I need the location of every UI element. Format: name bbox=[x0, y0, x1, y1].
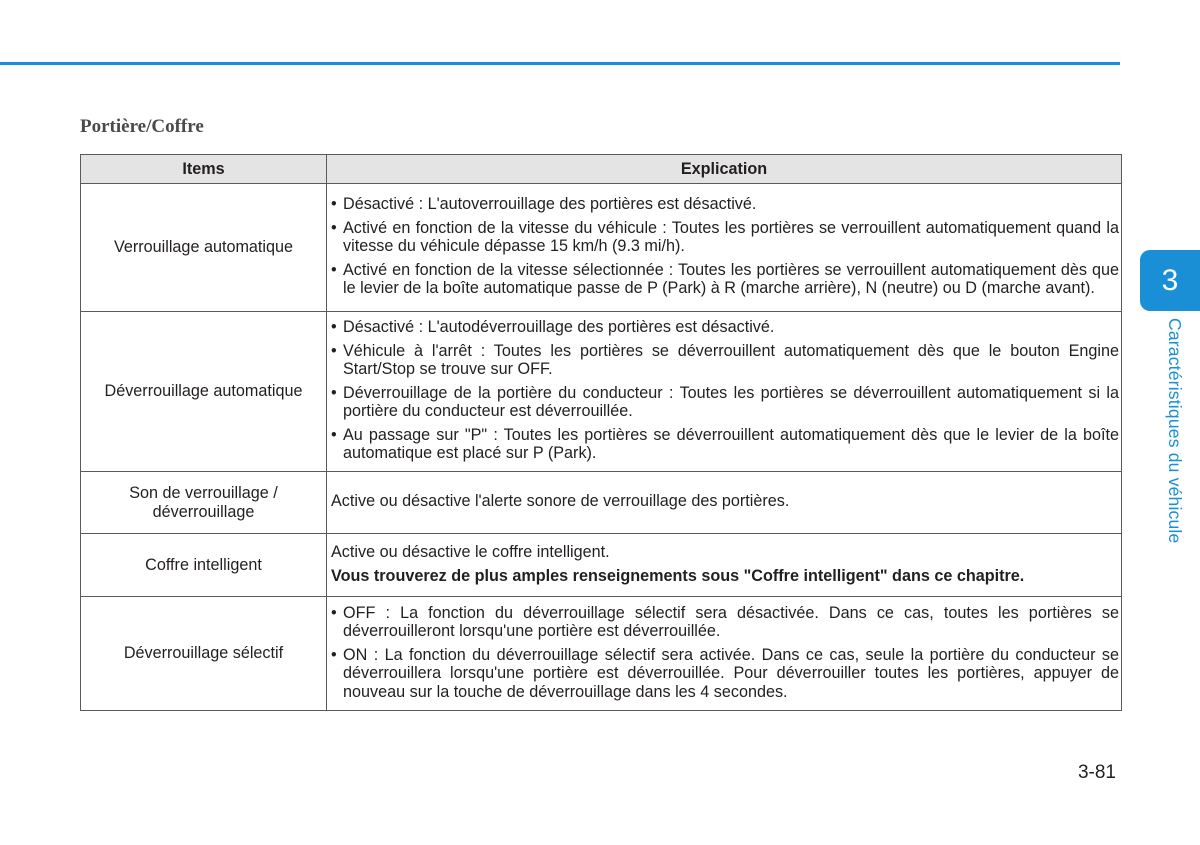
chapter-tab bbox=[1140, 250, 1200, 311]
table-row bbox=[81, 534, 1122, 597]
table-row bbox=[81, 472, 1122, 534]
row-explication bbox=[327, 184, 1122, 312]
chapter-label: Caractéristiques du véhicule bbox=[1165, 318, 1185, 544]
row-explication bbox=[327, 472, 1122, 534]
bullet-list bbox=[331, 604, 1119, 702]
bullet-item: • Véhicule à l'arrêt : Toutes les portières se déverrouillent automatiquement dès que le bouton Engine Start/Stop se trouve sur OFF. bbox=[331, 342, 1119, 379]
bullet-item: • OFF : La fonction du déverrouillage sélectif sera désactivée. Dans ce cas, toutes les portières se déverrouilleront lorsqu'une portière est déverrouillée. bbox=[331, 604, 1119, 641]
row-item-verrouillage-automatique: Verrouillage automatique bbox=[81, 184, 327, 312]
bullet-item: • Activé en fonction de la vitesse sélectionnée : Toutes les portières se verrouillent automatiquement dès que le levier de la boîte automatique passe de P (Park) à R (marche arrière), N (neutre) ou D (marche avant). bbox=[331, 261, 1119, 298]
row-item-coffre-intelligent: Coffre intelligent bbox=[81, 534, 327, 597]
row-item-son-de-verrouillage: Son de verrouillage / déverrouillage bbox=[81, 472, 327, 534]
row-explication bbox=[327, 534, 1122, 597]
page-number: 3-81 bbox=[1077, 762, 1116, 783]
explication-text: Active ou désactive le coffre intelligent. bbox=[331, 543, 610, 561]
column-header-items: Items bbox=[81, 155, 327, 184]
table-row bbox=[81, 184, 1122, 312]
bullet-item: • Déverrouillage de la portière du conducteur : Toutes les portières se déverrouillent automatiquement si la portière du conducteur est déverrouillée. bbox=[331, 384, 1119, 421]
chapter-number: 3 bbox=[1161, 263, 1179, 297]
bullet-item: • Désactivé : L'autoverrouillage des portières est désactivé. bbox=[331, 195, 1119, 214]
column-header-explication: Explication bbox=[327, 155, 1122, 184]
explication-text: Active ou désactive l'alerte sonore de verrouillage des portières. bbox=[331, 492, 790, 511]
bullet-list bbox=[331, 318, 1119, 463]
bullet-item: • Au passage sur "P" : Toutes les portières se déverrouillent automatiquement dès que le levier de la boîte automatique est placé sur P (Park). bbox=[331, 426, 1119, 463]
bullet-item: • Activé en fonction de la vitesse du véhicule : Toutes les portières se verrouillent automatiquement quand la vitesse du véhicule dépasse 15 km/h (9.3 mi/h). bbox=[331, 219, 1119, 256]
section-title: Portière/Coffre bbox=[80, 116, 204, 137]
bullet-item: • Désactivé : L'autodéverrouillage des portières est désactivé. bbox=[331, 318, 1119, 337]
bullet-list bbox=[331, 195, 1119, 298]
top-rule bbox=[0, 62, 1120, 65]
row-explication bbox=[327, 597, 1122, 711]
table-row bbox=[81, 597, 1122, 711]
row-item-deverrouillage-selectif: Déverrouillage sélectif bbox=[81, 597, 327, 711]
row-explication bbox=[327, 312, 1122, 472]
table-header-row bbox=[81, 155, 1122, 184]
settings-table bbox=[80, 154, 1122, 711]
bullet-item: • ON : La fonction du déverrouillage sélectif sera activée. Dans ce cas, seule la portière du conducteur se déverrouillera lorsqu'une portière est déverrouillée. Pour déverrouiller toutes les portières, appuyer de nouveau sur la touche de déverrouillage dans les 4 secondes. bbox=[331, 646, 1119, 702]
row-item-deverrouillage-automatique: Déverrouillage automatique bbox=[81, 312, 327, 472]
table-row bbox=[81, 312, 1122, 472]
explication-bold-note: Vous trouverez de plus amples renseignements sous "Coffre intelligent" dans ce chapitre. bbox=[331, 566, 1025, 585]
